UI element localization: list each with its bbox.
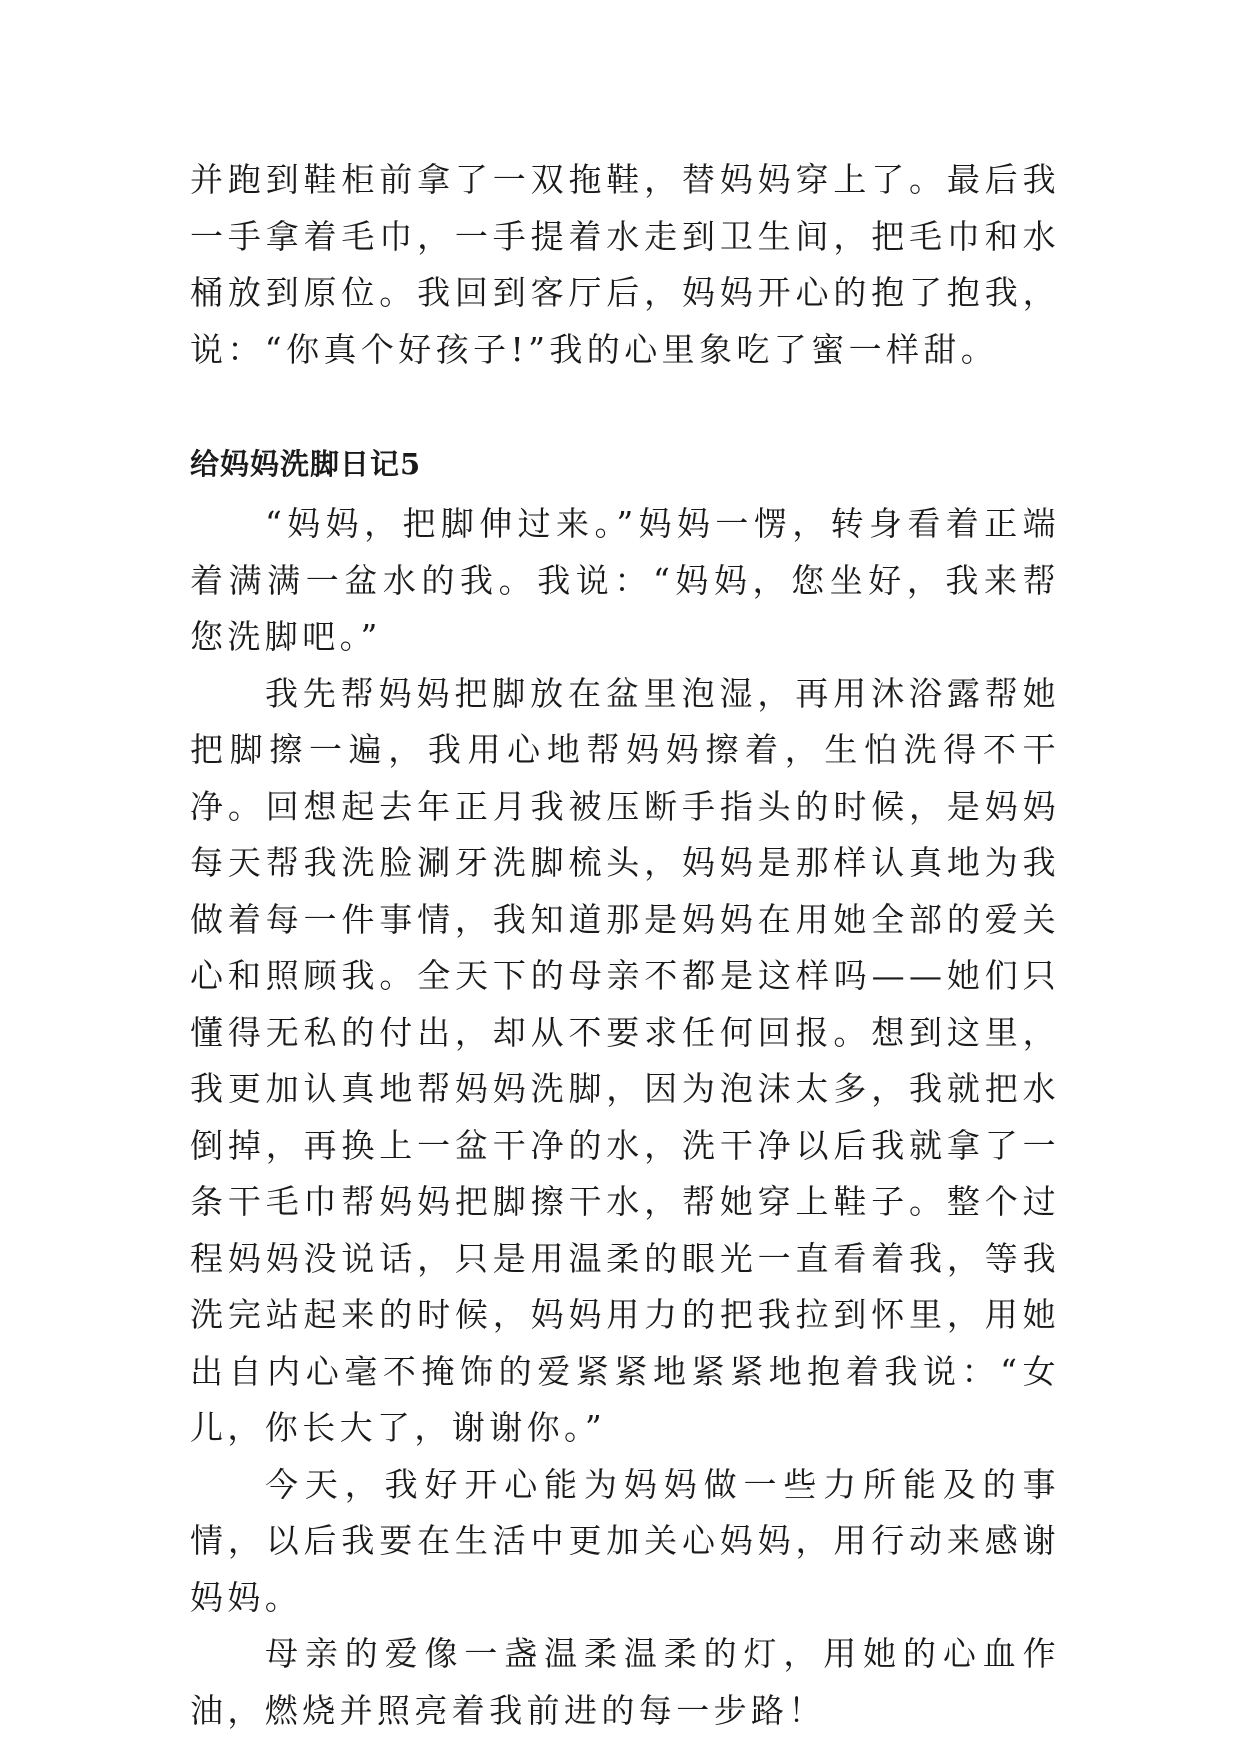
title-spacer [190, 484, 1060, 496]
continuation-paragraph: 并跑到鞋柜前拿了一双拖鞋，替妈妈穿上了。最后我一手拿着毛巾，一手提着水走到卫生间，把毛巾和水桶放到原位。我回到客厅后，妈妈开心的抱了抱我，说：“你真个好孩子!”我的心里象吃了蜜一样甜。 [190, 160, 1060, 369]
section-title: 给妈妈洗脚日记5 [190, 447, 422, 481]
paragraph-4: 母亲的爱像一盏温柔温柔的灯，用她的心血作油，燃烧并照亮着我前进的每一步路！ [190, 1634, 1060, 1730]
paragraph-3: 今天，我好开心能为妈妈做一些力所能及的事情，以后我要在生活中更加关心妈妈，用行动来感谢妈妈。 [190, 1464, 1060, 1617]
paragraph-2: 我先帮妈妈把脚放在盆里泡湿，再用沐浴露帮她把脚擦一遍，我用心地帮妈妈擦着，生怕洗得不干净。回想起去年正月我被压断手指头的时候，是妈妈每天帮我洗脸涮牙洗脚梳头，妈妈是那样认真地为我做着每一件事情，我知道那是妈妈在用她全部的爱关心和照顾我。全天下的母亲不都是这样吗——她们只懂得无私的付出，却从不要求任何回报。想到这里，我更加认真地帮妈妈洗脚，因为泡沫太多，我就把水倒掉，再换上一盆干净的水，洗干净以后我就拿了一条干毛巾帮妈妈把脚擦干水，帮她穿上鞋子。整个过程妈妈没说话，只是用温柔的眼光一直看着我，等我洗完站起来的时候，妈妈用力的把我拉到怀里，用她出自内心毫不掩饰的爱紧紧地紧紧地抱着我说：“女儿，你长大了，谢谢你。” [190, 673, 1060, 1447]
section-spacer [190, 378, 1060, 444]
paragraph-1: “妈妈，把脚伸过来。”妈妈一愣，转身看着正端着满满一盆水的我。我说：“妈妈，您坐好，我来帮您洗脚吧。” [190, 504, 1060, 656]
document-body [190, 152, 1060, 1739]
